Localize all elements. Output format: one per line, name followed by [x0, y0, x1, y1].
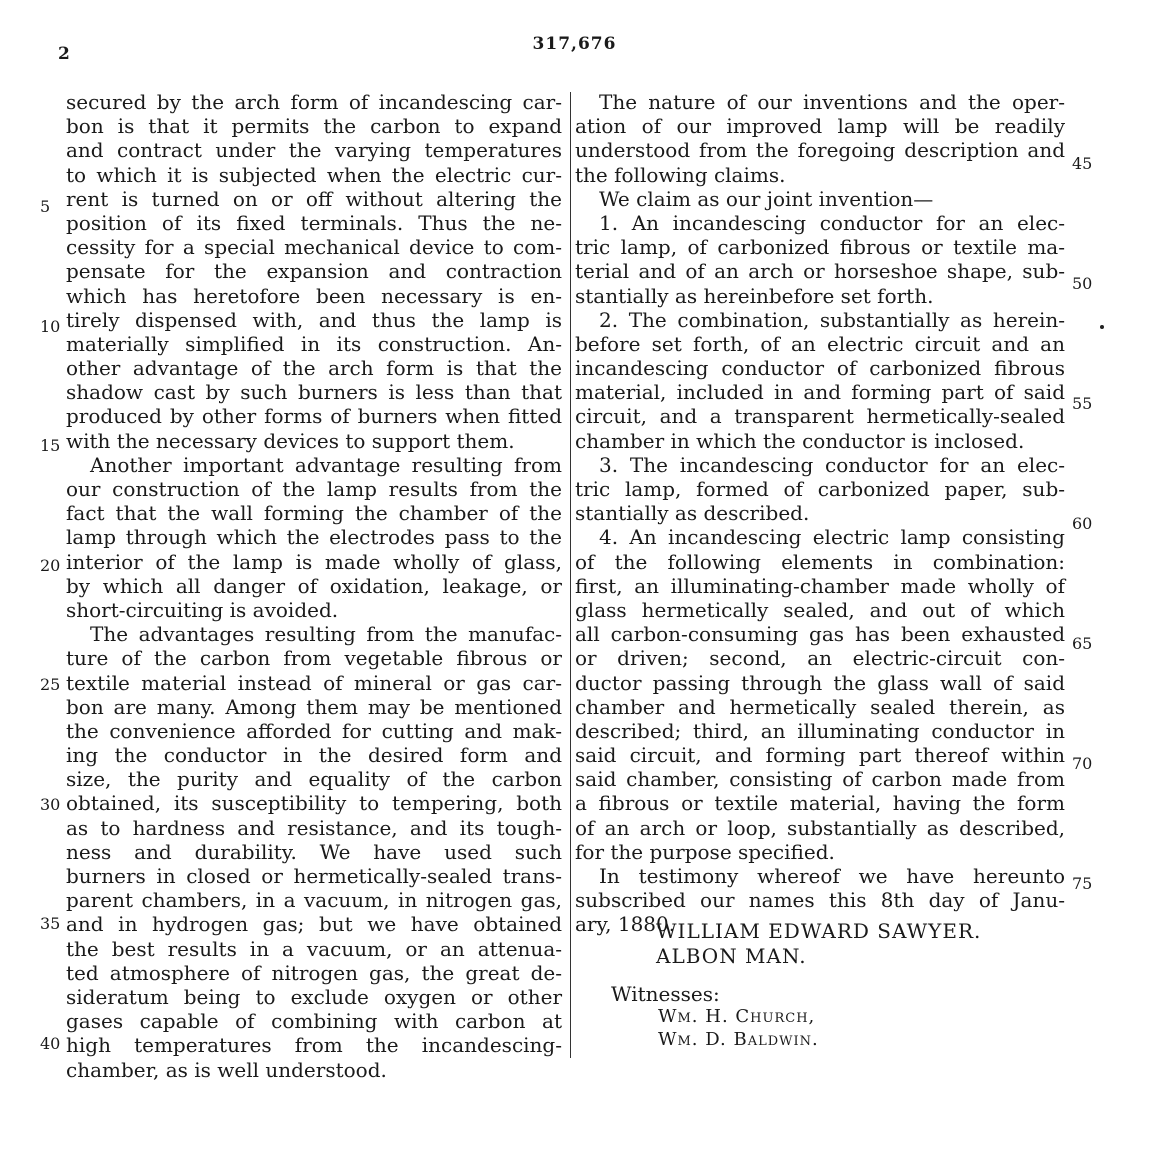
text-line: rent is turned on or off without altering the — [66, 186, 562, 211]
page-number: 2 — [58, 44, 70, 64]
text-line: all carbon-consuming gas has been exhausted — [575, 622, 1065, 647]
text-line: stantially as described. — [575, 501, 810, 526]
witness-name-2: Wm. D. Baldwin. — [658, 1029, 819, 1050]
text-line: tirely dispensed with, and thus the lamp is — [66, 307, 562, 332]
line-number: 75 — [1072, 874, 1093, 893]
text-line: of an arch or loop, substantially as described, — [575, 815, 1065, 840]
text-line: stantially as hereinbefore set forth. — [575, 283, 934, 308]
text-line: textile material instead of mineral or gas car- — [66, 670, 562, 695]
text-line: high temperatures from the incandescing- — [66, 1033, 562, 1058]
text-line: gases capable of combining with carbon at — [66, 1009, 562, 1034]
text-line: ted atmosphere of nitrogen gas, the great de- — [66, 960, 562, 985]
text-line: tric lamp, formed of carbonized paper, sub- — [575, 477, 1065, 501]
text-line: chamber, as is well understood. — [66, 1057, 387, 1082]
text-line: interior of the lamp is made wholly of glass, — [66, 549, 562, 574]
text-line: shadow cast by such burners is less than that — [66, 380, 562, 405]
text-line: 1. An incandescing conductor for an elec- — [599, 210, 1065, 235]
text-line: first, an illuminating-chamber made wholly of — [575, 573, 1065, 598]
text-line: lamp through which the electrodes pass to the — [66, 525, 562, 550]
text-line: glass hermetically sealed, and out of which — [575, 597, 1065, 622]
text-line: the following claims. — [575, 162, 786, 187]
text-line: circuit, and a transparent hermetically-sealed — [575, 404, 1065, 429]
stray-mark — [1100, 325, 1104, 329]
line-number: 15 — [40, 436, 61, 455]
text-line: ness and durability. We have used such — [66, 839, 562, 864]
text-line: described; third, an illuminating conductor in — [575, 718, 1065, 743]
text-line: The nature of our inventions and the oper- — [599, 90, 1065, 114]
text-line: sideratum being to exclude oxygen or other — [66, 984, 562, 1009]
text-line: chamber in which the conductor is inclosed. — [575, 428, 1025, 453]
text-line: material, included in and forming part of said — [575, 380, 1065, 405]
text-line: as to hardness and resistance, and its tough- — [66, 815, 562, 840]
text-line: Another important advantage resulting from — [90, 452, 562, 477]
text-line: to which it is subjected when the electric cur- — [66, 162, 562, 187]
text-line: of the following elements in combination: — [575, 549, 1065, 574]
text-line: a fibrous or textile material, having the form — [575, 791, 1065, 816]
text-line: the convenience afforded for cutting and mak- — [66, 718, 562, 743]
line-number: 45 — [1072, 154, 1093, 173]
text-line: incandescing conductor of carbonized fibrous — [575, 356, 1065, 381]
line-number: 65 — [1072, 634, 1093, 653]
text-line: 4. An incandescing electric lamp consisting — [599, 525, 1065, 550]
text-line: size, the purity and equality of the carbon — [66, 767, 562, 792]
patent-number: 317,676 — [532, 34, 617, 54]
text-line: burners in closed or hermetically-sealed trans- — [66, 864, 562, 888]
inventor-signature-1: WILLIAM EDWARD SAWYER. — [656, 919, 982, 943]
text-line: 3. The incandescing conductor for an elec- — [599, 452, 1065, 477]
text-line: We claim as our joint invention— — [599, 186, 934, 211]
witnesses-label: Witnesses: — [611, 982, 720, 1006]
inventor-signature-2: ALBON MAN. — [656, 944, 807, 968]
line-number: 30 — [40, 794, 61, 814]
line-number: 10 — [40, 316, 61, 336]
text-line: ing the conductor in the desired form and — [66, 743, 562, 768]
text-line: or driven; second, an electric-circuit con- — [575, 646, 1065, 671]
text-line: obtained, its susceptibility to tempering, both — [66, 791, 562, 816]
text-line: our construction of the lamp results from the — [66, 477, 562, 501]
text-line: which has heretofore been necessary is en- — [66, 283, 562, 308]
right-column-text — [575, 90, 1065, 937]
text-line: materially simplified in its construction. An- — [66, 331, 562, 356]
text-line: understood from the foregoing description and — [575, 138, 1065, 163]
text-line: short-circuiting is avoided. — [66, 597, 339, 622]
witness-name-1: Wm. H. Church, — [658, 1006, 816, 1027]
text-line: ary, 1880. — [575, 912, 676, 937]
text-line: 2. The combination, substantially as herein- — [599, 307, 1065, 332]
text-line: fact that the wall forming the chamber of the — [66, 501, 562, 526]
text-line: secured by the arch form of incandescing car- — [66, 90, 562, 114]
line-number: 60 — [1072, 514, 1093, 533]
text-line: parent chambers, in a vacuum, in nitrogen gas, — [66, 888, 562, 913]
text-line: said chamber, consisting of carbon made from — [575, 767, 1065, 792]
line-number: 70 — [1072, 754, 1093, 773]
text-line: cessity for a special mechanical device to com- — [66, 235, 562, 260]
text-line: pensate for the expansion and contraction — [66, 259, 562, 284]
text-line: other advantage of the arch form is that the — [66, 356, 562, 381]
text-line: In testimony whereof we have hereunto — [599, 864, 1065, 888]
text-line: position of its fixed terminals. Thus the ne- — [66, 210, 562, 235]
text-line: with the necessary devices to support them. — [66, 428, 515, 453]
text-line: said circuit, and forming part thereof within — [575, 743, 1065, 768]
text-line: ation of our improved lamp will be readily — [575, 114, 1065, 139]
line-number: 5 — [40, 197, 51, 216]
column-divider — [570, 92, 571, 1058]
line-number: 55 — [1072, 394, 1093, 413]
line-number: 35 — [40, 914, 61, 933]
text-line: The advantages resulting from the manufac- — [90, 622, 562, 647]
text-line: tric lamp, of carbonized fibrous or textile ma- — [575, 235, 1065, 260]
text-line: ductor passing through the glass wall of said — [575, 670, 1065, 695]
text-line: terial and of an arch or horseshoe shape, sub- — [575, 259, 1065, 284]
left-column-text — [66, 90, 562, 1082]
text-line: and contract under the varying temperatures — [66, 138, 562, 163]
text-line: ture of the carbon from vegetable fibrous or — [66, 646, 562, 671]
text-line: by which all danger of oxidation, leakage, or — [66, 573, 562, 598]
line-number: 25 — [40, 675, 61, 694]
line-number: 20 — [40, 555, 61, 575]
text-line: for the purpose specified. — [575, 839, 835, 864]
line-number: 40 — [40, 1033, 61, 1053]
text-line: subscribed our names this 8th day of Janu- — [575, 888, 1065, 913]
text-line: and in hydrogen gas; but we have obtained — [66, 912, 562, 937]
text-line: before set forth, of an electric circuit and an — [575, 331, 1065, 356]
text-line: bon are many. Among them may be mentioned — [66, 694, 562, 719]
text-line: chamber and hermetically sealed therein, as — [575, 694, 1065, 719]
line-number: 50 — [1072, 274, 1093, 293]
text-line: produced by other forms of burners when fitted — [66, 404, 562, 429]
text-line: the best results in a vacuum, or an attenua- — [66, 936, 562, 961]
text-line: bon is that it permits the carbon to expand — [66, 114, 562, 139]
